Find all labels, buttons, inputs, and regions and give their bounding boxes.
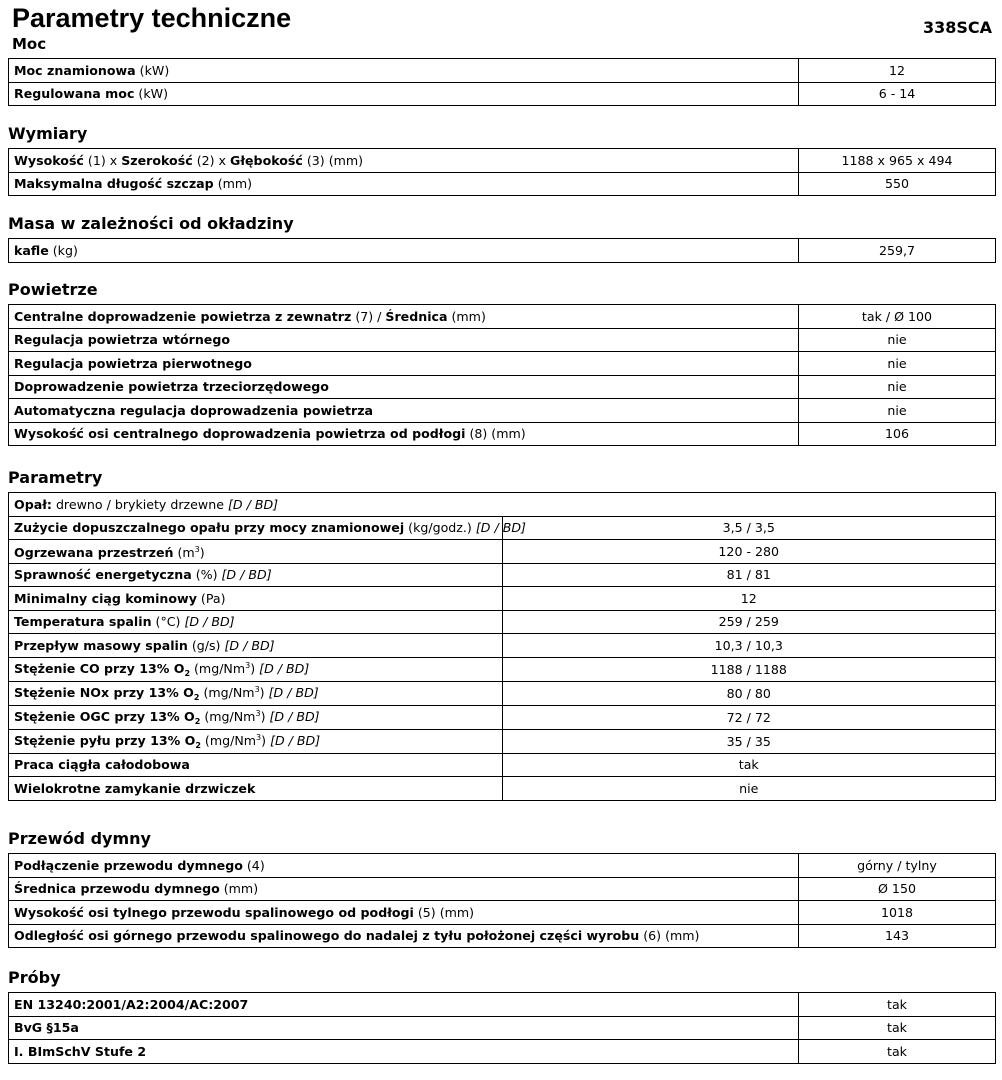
- table-row: [9, 705, 996, 729]
- param-label: Regulacja powietrza wtórnego: [9, 328, 799, 352]
- param-value: tak: [799, 993, 996, 1017]
- param-label: Odległość osi górnego przewodu spalinowego do nadalej z tyłu położonej części wyrobu (6) (mm): [9, 924, 799, 948]
- param-label: BvG §15a: [9, 1016, 799, 1040]
- param-value: 81 / 81: [502, 563, 996, 587]
- table-row: [9, 729, 996, 753]
- table-row: [9, 1040, 996, 1064]
- param-label: Automatyczna regulacja doprowadzenia powietrza: [9, 399, 799, 423]
- table-row: [9, 239, 996, 263]
- param-label: Wysokość osi centralnego doprowadzenia powietrza od podłogi (8) (mm): [9, 422, 799, 446]
- section-title: Parametry: [8, 468, 103, 487]
- param-label: Wielokrotne zamykanie drzwiczek: [9, 777, 503, 801]
- param-label: Stężenie CO przy 13% $O_2$ (mg/Nm$^3$) [D / BD]: [9, 657, 503, 681]
- param-value: tak: [502, 753, 996, 777]
- table-row: [9, 993, 996, 1017]
- table-row: [9, 854, 996, 878]
- param-label: Centralne doprowadzenie powietrza z zewnatrz (7) / Średnica (mm): [9, 305, 799, 329]
- param-value: 12: [502, 587, 996, 611]
- param-value: 1018: [799, 901, 996, 925]
- table-row: [9, 149, 996, 173]
- table-row: [9, 516, 996, 540]
- section-powietrze: [0, 280, 1002, 446]
- table-row: [9, 422, 996, 446]
- param-value: 259,7: [799, 239, 996, 263]
- param-value: tak: [799, 1016, 996, 1040]
- model-number: 338SCA: [922, 18, 992, 37]
- table-row: [9, 777, 996, 801]
- param-label: Stężenie pyłu przy 13% $O_2$ (mg/Nm$^3$) [D / BD]: [9, 729, 503, 753]
- section-title: Powietrze: [8, 280, 98, 299]
- param-label: Regulacja powietrza pierwotnego: [9, 352, 799, 376]
- table-row: [9, 563, 996, 587]
- moc-table: [8, 58, 996, 106]
- param-value: Ø 150: [799, 877, 996, 901]
- param-label: Regulowana moc (kW): [9, 82, 799, 106]
- table-row: [9, 172, 996, 196]
- param-value: 72 / 72: [502, 705, 996, 729]
- section-parametry: [0, 468, 1002, 801]
- table-row: [9, 305, 996, 329]
- param-label: Minimalny ciąg kominowy (Pa): [9, 587, 503, 611]
- section-title: Masa w zależności od okładziny: [8, 214, 294, 233]
- wymiary-table: [8, 148, 996, 196]
- param-value: 1188 x 965 x 494: [799, 149, 996, 173]
- param-label: Moc znamionowa (kW): [9, 59, 799, 83]
- param-value: nie: [799, 328, 996, 352]
- przewod-table: [8, 853, 996, 948]
- table-row: [9, 59, 996, 83]
- param-value: 143: [799, 924, 996, 948]
- param-label: Przepływ masowy spalin (g/s) [D / BD]: [9, 634, 503, 658]
- param-value: 259 / 259: [502, 610, 996, 634]
- fuel-row: Opał: drewno / brykiety drzewne [D / BD]: [9, 493, 996, 517]
- param-label: Stężenie NOx przy 13% $O_2$ (mg/Nm$^3$) [D / BD]: [9, 681, 503, 705]
- param-label: Średnica przewodu dymnego (mm): [9, 877, 799, 901]
- param-value: górny / tylny: [799, 854, 996, 878]
- table-row: [9, 924, 996, 948]
- param-label: Doprowadzenie powietrza trzeciorzędowego: [9, 375, 799, 399]
- table-row: [9, 587, 996, 611]
- parametry-table: [8, 492, 996, 801]
- section-masa: [0, 214, 1002, 263]
- table-row: [9, 540, 996, 564]
- masa-table: [8, 238, 996, 263]
- param-value: 550: [799, 172, 996, 196]
- param-value: 12: [799, 59, 996, 83]
- param-value: 35 / 35: [502, 729, 996, 753]
- param-value: 120 - 280: [502, 540, 996, 564]
- table-row: [9, 375, 996, 399]
- param-label: Wysokość (1) x Szerokość (2) x Głębokość (3) (mm): [9, 149, 799, 173]
- param-value: 10,3 / 10,3: [502, 634, 996, 658]
- param-label: Podłączenie przewodu dymnego (4): [9, 854, 799, 878]
- param-label: Temperatura spalin (°C) [D / BD]: [9, 610, 503, 634]
- page-title: Parametry techniczne: [12, 3, 292, 33]
- section-title: Próby: [8, 968, 61, 987]
- table-row: [9, 657, 996, 681]
- param-value: 80 / 80: [502, 681, 996, 705]
- proby-table: [8, 992, 996, 1064]
- section-przewod: [0, 829, 1002, 948]
- param-value: 1188 / 1188: [502, 657, 996, 681]
- param-label: Praca ciągła całodobowa: [9, 753, 503, 777]
- param-value: 106: [799, 422, 996, 446]
- section-wymiary: [0, 124, 1002, 196]
- table-row: [9, 681, 996, 705]
- section-title-moc: Moc: [12, 35, 47, 53]
- param-value: nie: [502, 777, 996, 801]
- param-label: I. BImSchV Stufe 2: [9, 1040, 799, 1064]
- param-value: 3,5 / 3,5: [502, 516, 996, 540]
- param-label: Zużycie dopuszczalnego opału przy mocy znamionowej (kg/godz.) [D / BD]: [9, 516, 503, 540]
- section-moc: [0, 58, 1002, 106]
- param-value: nie: [799, 375, 996, 399]
- section-title: Wymiary: [8, 124, 88, 143]
- table-row: [9, 1016, 996, 1040]
- table-row: [9, 877, 996, 901]
- param-label: Stężenie OGC przy 13% $O_2$ (mg/Nm$^3$) [D / BD]: [9, 705, 503, 729]
- param-label: Wysokość osi tylnego przewodu spalinowego od podłogi (5) (mm): [9, 901, 799, 925]
- section-proby: [0, 968, 1002, 1064]
- param-value: nie: [799, 352, 996, 376]
- table-row: [9, 399, 996, 423]
- param-value: tak / Ø 100: [799, 305, 996, 329]
- param-value: 6 - 14: [799, 82, 996, 106]
- powietrze-table: [8, 304, 996, 446]
- section-title: Przewód dymny: [8, 829, 151, 848]
- table-row: [9, 352, 996, 376]
- table-row: [9, 328, 996, 352]
- table-row: [9, 901, 996, 925]
- param-value: nie: [799, 399, 996, 423]
- param-label: kafle (kg): [9, 239, 799, 263]
- table-row: [9, 82, 996, 106]
- param-label: Ogrzewana przestrzeń $(m^3)$: [9, 540, 503, 564]
- param-value: tak: [799, 1040, 996, 1064]
- table-row: [9, 753, 996, 777]
- table-row: [9, 634, 996, 658]
- param-label: EN 13240:2001/A2:2004/AC:2007: [9, 993, 799, 1017]
- param-label: Sprawność energetyczna (%) [D / BD]: [9, 563, 503, 587]
- table-row: [9, 493, 996, 517]
- table-row: [9, 610, 996, 634]
- param-label: Maksymalna długość szczap (mm): [9, 172, 799, 196]
